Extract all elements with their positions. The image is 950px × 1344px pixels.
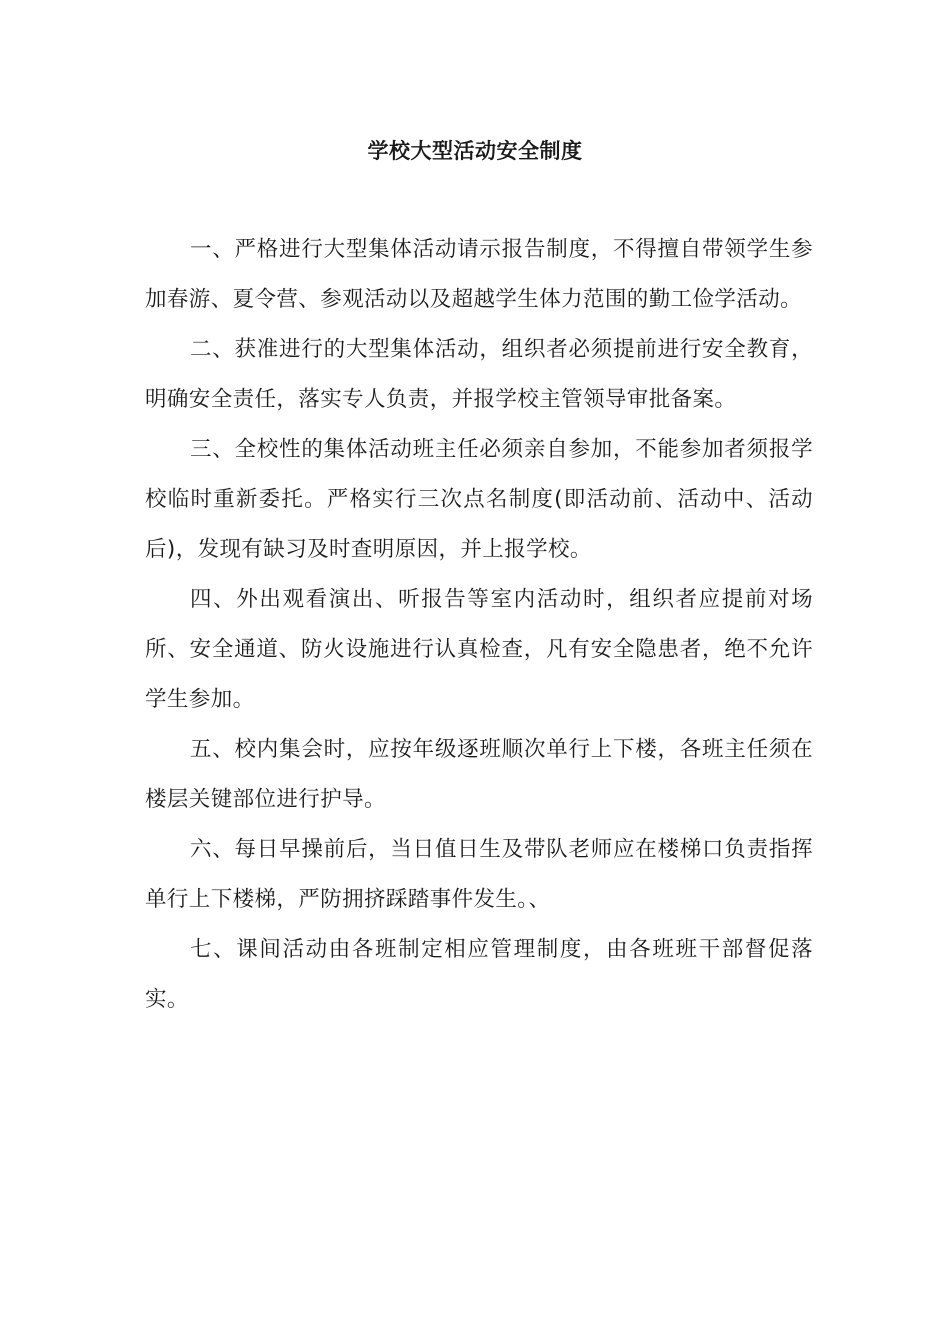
clause-7: 七、课间活动由各班制定相应管理制度，由各班班干部督促落实。 <box>145 937 813 1012</box>
document-title: 学校大型活动安全制度 <box>367 139 583 163</box>
clause-2: 二、获准进行的大型集体活动，组织者必须提前进行安全教育，明确安全责任，落实专人负责，并报学校主管领导审批备案。 <box>145 337 813 412</box>
clause-4: 四、外出观看演出、听报告等室内活动时，组织者应提前对场所、安全通道、防火设施进行认真检查，凡有安全隐患者，绝不允许学生参加。 <box>145 587 813 712</box>
clause-1: 一、严格进行大型集体活动请示报告制度，不得擅自带领学生参加春游、夏令营、参观活动以及超越学生体力范围的勤工俭学活动。 <box>145 237 813 312</box>
clause-5: 五、校内集会时，应按年级逐班顺次单行上下楼，各班主任须在楼层关键部位进行护导。 <box>145 737 813 812</box>
clause-3: 三、全校性的集体活动班主任必须亲自参加，不能参加者须报学校临时重新委托。严格实行三次点名制度(即活动前、活动中、活动后)，发现有缺习及时查明原因，并上报学校。 <box>145 437 813 562</box>
clause-6: 六、每日早操前后，当日值日生及带队老师应在楼梯口负责指挥单行上下楼梯，严防拥挤踩踏事件发生。、 <box>145 837 813 912</box>
document-body <box>145 225 813 1025</box>
